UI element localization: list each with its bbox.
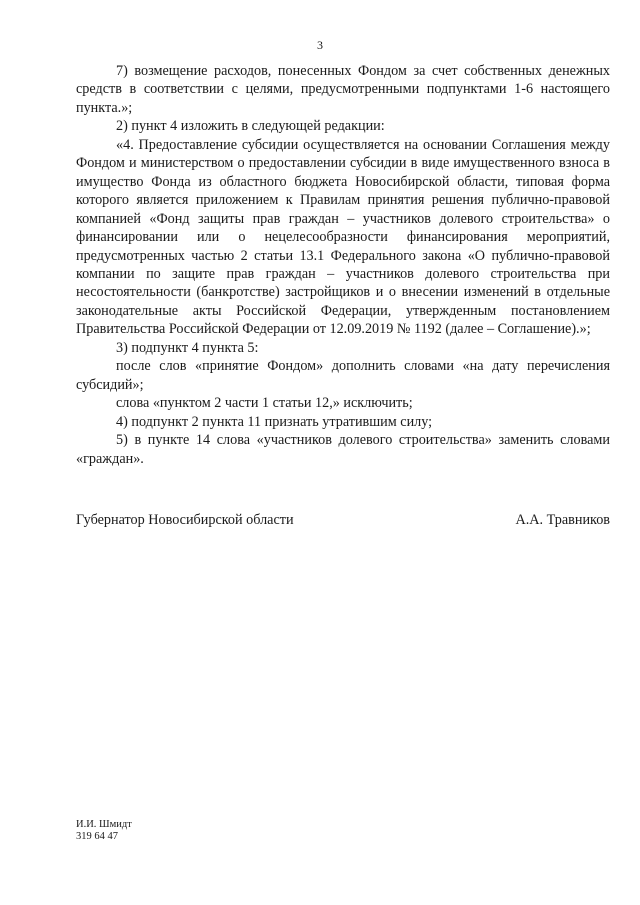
executor-block: [76, 819, 132, 843]
signatory-name: А.А. Травников: [515, 512, 610, 528]
paragraph-after-words: после слов «принятие Фондом» дополнить словами «на дату перечисления субсидий»;: [76, 358, 610, 393]
paragraph-point-2: 2) пункт 4 изложить в следующей редакции:: [116, 118, 385, 135]
executor-phone: 319 64 47: [76, 831, 118, 842]
paragraph-exclude-words: слова «пунктом 2 части 1 статьи 12,» исключить;: [116, 395, 413, 412]
document-body: [76, 62, 610, 468]
paragraph-point-3: 3) подпункт 4 пункта 5:: [116, 339, 259, 356]
paragraph-item-7: 7) возмещение расходов, понесенных Фондом за счет собственных денежных средств в соответствии с целями, предусмотренными подпунктами 1-6 настоящего пункта.»;: [76, 63, 610, 116]
signatory-position: Губернатор Новосибирской области: [76, 512, 294, 528]
page-number: 3: [317, 38, 323, 52]
paragraph-point-5: 5) в пункте 14 слова «участников долевого строительства» заменить словами «граждан».: [76, 432, 610, 467]
paragraph-point-4-text: «4. Предоставление субсидии осуществляется на основании Соглашения между Фондом и министерством о предоставлении субсидии в виде имущественного взноса в имущество Фонда из областного бюджета Новосибирской области, типовая форма которого является приложением к Правилам принятия решения публично-правовой компанией «Фонд защиты прав граждан – участников долевого строительства» о финансировании или о нецелесообразности финансирования мероприятий, предусмотренных частью 2 статьи 13.1 Федерального закона «О публично-правовой компании по защите прав граждан – участников долевого строительства при несостоятельности (банкротстве) застройщиков и о внесении изменений в отдельные законодательные акты Российской Федерации, утвержденным постановлением Правительства Российской Федерации от 12.09.2019 № 1192 (далее – Соглашение).»;: [76, 136, 610, 338]
executor-name: И.И. Шмидт: [76, 819, 132, 830]
signature-block: [76, 511, 610, 529]
paragraph-point-4: 4) подпункт 2 пункта 11 признать утратившим силу;: [116, 413, 433, 430]
